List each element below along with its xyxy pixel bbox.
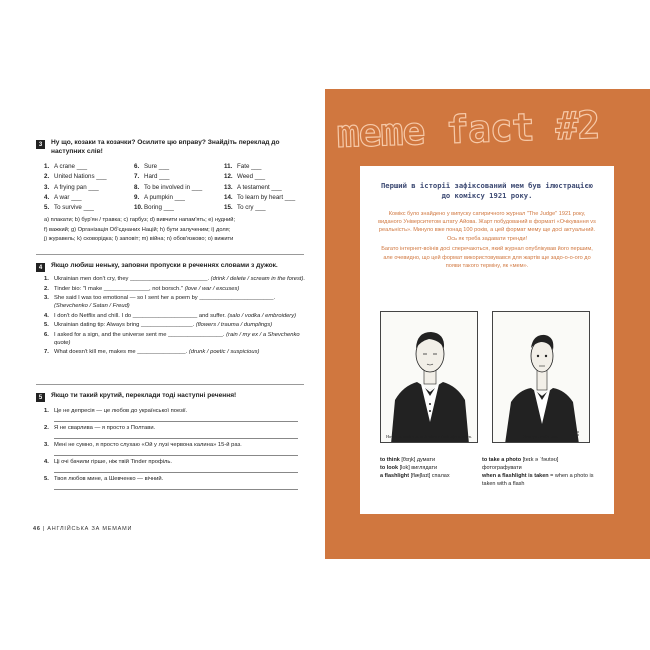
man-illustration: [493, 312, 590, 443]
answer-line[interactable]: [54, 421, 298, 422]
word-item: 2. United Nations ___: [44, 173, 107, 181]
vocab-item: a flashlight [flæʃlaɪt] спалах: [380, 473, 450, 479]
answer-options: [44, 216, 306, 245]
translation-list: [44, 408, 306, 493]
word-item: 11. Fate ___: [224, 163, 262, 170]
translation-item: 2. Я не сварлива — я просто з Полтави.: [44, 425, 306, 442]
exercise-number: 3: [36, 140, 45, 149]
comic-caption: How you really look.: [523, 434, 559, 439]
card-text: [378, 210, 596, 272]
fill-in-item: 4. I don't do Netflix and chill. I do ____________________ and suffer. (salo / vodka / embroidery): [44, 312, 297, 319]
fill-in-item: 6. I asked for a sign, and the universe sent me _________________. (rain / my ex / a Shevchenko quote): [44, 332, 300, 346]
word-item: 5. To survive ___: [44, 204, 94, 212]
translation-item: 1. Це не депресія — це любов до української поезії.: [44, 408, 306, 425]
comic-panel-expectation: [380, 311, 478, 443]
translation-item: 4. Ці очі бачили гірше, ніж твій Tinder профіль.: [44, 459, 306, 476]
fill-in-item: 2. Tinder bio: "I make ______________, not borsch." (love / war / excuses): [44, 285, 240, 292]
word-item: 7. Hard ___: [134, 173, 170, 181]
answer-line[interactable]: [54, 489, 298, 490]
vocab-list: [380, 456, 490, 480]
exercise-title: Ну що, козаки та козачки? Осилите цю вправу? Знайдіть переклад до наступних слів!: [51, 139, 280, 155]
options-line: а) плакати; b) бур'ян / травка; c) гарбуз; d) вивчити напам'ять; e) нудний;: [44, 217, 236, 223]
word-item: 14. To learn by heart ___: [224, 193, 296, 201]
word-column: [224, 162, 314, 213]
word-item: 8. To be involved in ___: [134, 183, 203, 191]
word-item: 9. A pumpkin ___: [134, 193, 185, 201]
options-line: f) важкий; g) Організація Об'єднаних Націй; h) бути залученим; i) доля;: [44, 226, 231, 233]
exercise-number: 4: [36, 263, 45, 272]
fill-in-item: 3. She said I was too emotional — so I sent her a poem by _______________________. (Shevchenko / Satan / Freud): [44, 295, 276, 309]
vocab-item: to take a photo [teɪk ə ˈfəʊtəʊ] фотографувати: [482, 457, 559, 471]
comic-panel-reality: [492, 311, 590, 443]
page-footer: [33, 526, 132, 532]
answer-line[interactable]: [54, 438, 298, 439]
fill-in-item: 5. Ukrainian dating tip: Always bring ________________. (flowers / trauma / dumplings): [44, 322, 273, 329]
exercise-5-header: [36, 392, 304, 402]
card-title: Перший в історії зафіксований мем був ілюстрацією до комiксу 1921 року.: [380, 181, 594, 200]
divider: [36, 384, 304, 385]
word-item: 6. Sure ___: [134, 163, 170, 170]
card-paragraph: Комікс було знайдено у випуску сатиричного журнал "The Judge" 1921 року, виданого Університетом штату Айова. Жарт побудований в форматі «Очікування vs реальність». Минуло вже понад 100 років, а цей формат мему ще досі актуальний. Ось як треба задавати тренди!: [378, 211, 596, 242]
fill-in-item: 1. Ukrainian men don't cry, they ________________________. (drink / delete / scream in the forest).: [44, 276, 306, 282]
word-column: [44, 162, 134, 213]
word-column: [134, 162, 224, 213]
fill-in-item: 7. What doesn't kill me, makes me _______________. (drunk / poetic / suspicious): [44, 349, 260, 356]
fact-card: [360, 166, 614, 514]
exercise-title: Якщо любиш неньку, заповни пропуски в реченнях словами з дужок.: [51, 262, 278, 269]
word-item: 13. A testament ___: [224, 183, 282, 191]
divider: [36, 254, 304, 255]
word-list: [44, 162, 306, 212]
answer-line[interactable]: [54, 455, 298, 456]
options-line: j) журавель; k) сковорідка; l) заповіт; m) війна; n) обов'язково; o) вижити: [44, 236, 234, 243]
word-item: 15. To cry ___: [224, 204, 266, 212]
exercise-3-header: [36, 139, 304, 156]
word-item: 10.Boring ___: [134, 204, 174, 212]
vocab-item: to look [lʊk] виглядати: [380, 465, 438, 471]
word-item: 1. A crane ___: [44, 163, 88, 170]
translation-item: 5. Твоя любов мине, а Шевченко — вічний.: [44, 476, 306, 493]
fill-in-list: [44, 276, 306, 359]
vocab-item: to think [θɪŋk] думати: [380, 457, 436, 463]
word-item: 4. A war ___: [44, 193, 82, 201]
meme-fact-heading: meme fact #2: [336, 102, 600, 156]
word-item: 12. Weed ___: [224, 173, 266, 181]
exercise-title: Якщо ти такий крутий, переклади тоді наступні речення!: [51, 392, 237, 399]
word-item: 3. A frying pan ___: [44, 183, 99, 191]
comic-caption: How you think you look when a flashlight is taken.: [386, 434, 472, 439]
exercise-4-header: [36, 262, 304, 272]
man-illustration: [381, 312, 478, 443]
footer-title: | АНГЛІЙСЬКА ЗА МЕМАМИ: [42, 526, 133, 532]
vocab-item: when a flashlight is taken = when a photo is taken with a flash: [482, 473, 594, 487]
card-paragraph: Багато інтернет-воїнів досі сперечаються, який журнал опублікував його першим, але очевидно, що цей формат використовувався для жартів ще задо-о-о-ого до появи такого терміну, як «мем».: [381, 246, 593, 269]
answer-line[interactable]: [54, 472, 298, 473]
exercise-number: 5: [36, 393, 45, 402]
page-number: 46: [33, 526, 41, 532]
vocab-list: [482, 456, 602, 488]
translation-item: 3. Мені не сумно, я просто слухаю «Ой у лузі червона калина» 15-й раз.: [44, 442, 306, 459]
